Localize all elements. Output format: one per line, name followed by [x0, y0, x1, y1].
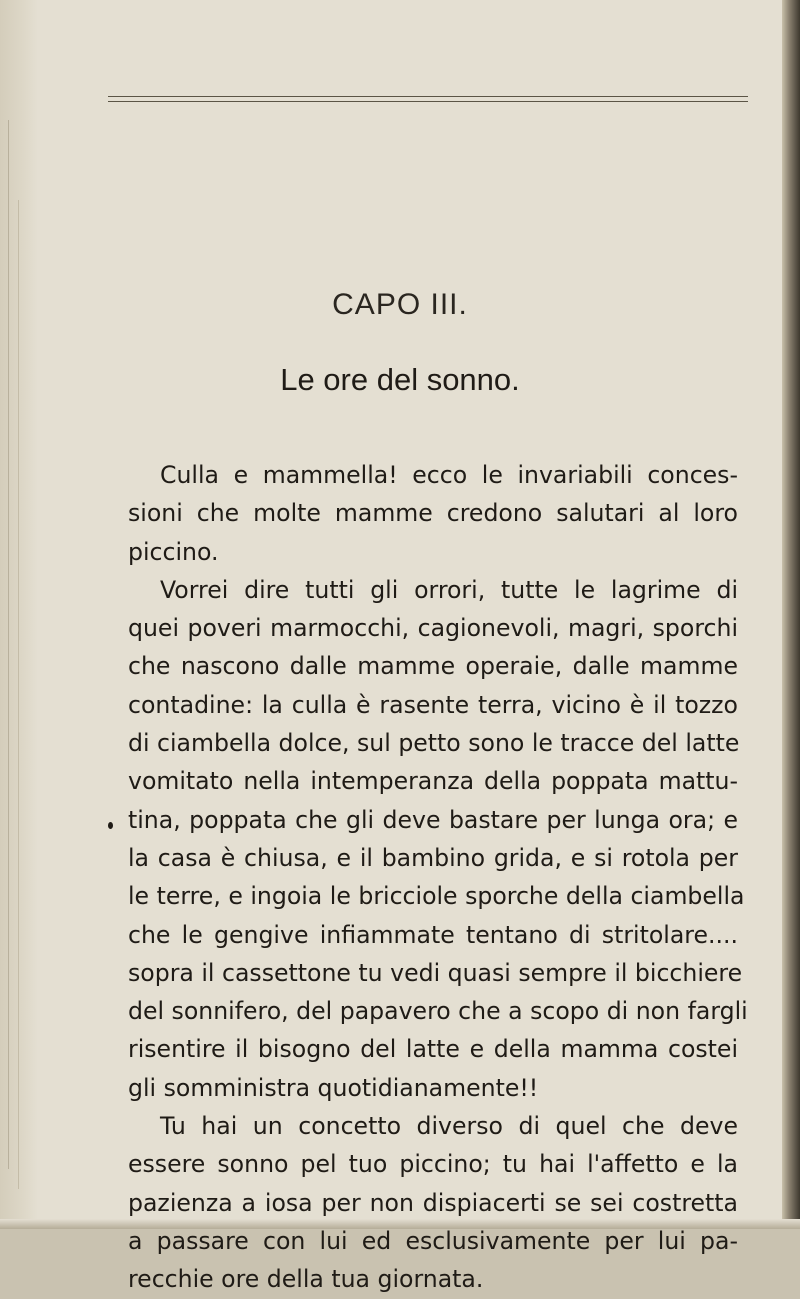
header-double-rule [108, 96, 748, 102]
text-line: del sonnifero, del papavero che a scopo di non fargli [128, 997, 748, 1026]
text-line: che le gengive infiammate tentano di stritolare.... [128, 920, 738, 949]
text-line: vomitato nella intemperanza della poppata mattu- [128, 767, 738, 796]
text-line: quei poveri marmocchi, cagionevoli, magri, sporchi [128, 614, 738, 643]
text-line: Culla e mammella! ecco le invariabili conces- [160, 461, 738, 489]
text-line: di ciambella dolce, sul petto sono le tracce del latte [128, 729, 740, 758]
page-binding-left [0, 0, 38, 1229]
text-line: la casa è chiusa, e il bambino grida, e si rotola per [128, 843, 738, 872]
text-line: che nascono dalle mamme operaie, dalle mamme [128, 652, 738, 681]
text-line: le terre, e ingoia le bricciole sporche della ciambella [128, 882, 745, 911]
text-line: piccino. [128, 537, 219, 566]
text-line: risentire il bisogno del latte e della mamma costei [128, 1035, 738, 1064]
text-line: gli somministra quotidianamente!! [128, 1073, 539, 1102]
chapter-title: Le ore del sonno. [280, 362, 520, 397]
text-line: pazienza a iosa per non dispiacerti se sei costretta [128, 1188, 738, 1217]
text-line: Tu hai un concetto diverso di quel che deve [160, 1112, 738, 1141]
text-line: tina, poppata che gli deve bastare per lunga ora; e [128, 805, 738, 834]
chapter-heading: CAPO III. [332, 288, 468, 321]
text-line: sopra il cassettone tu vedi quasi sempre il bicchiere [128, 958, 743, 987]
text-line: essere sonno pel tuo piccino; tu hai l'affetto e la [128, 1150, 738, 1179]
body-text [128, 456, 748, 1299]
text-line: contadine: la culla è rasente terra, vicino è il tozzo [128, 690, 738, 719]
page-binding-right [782, 0, 800, 1229]
text-line: Vorrei dire tutti gli orrori, tutte le lagrime di [160, 575, 738, 604]
text-line: sioni che molte mamme credono salutari al loro [128, 499, 738, 528]
text-line: recchie ore della tua giornata. [128, 1265, 484, 1294]
text-line: a passare con lui ed esclusivamente per lui pa- [128, 1226, 738, 1255]
margin-mark [108, 822, 113, 829]
